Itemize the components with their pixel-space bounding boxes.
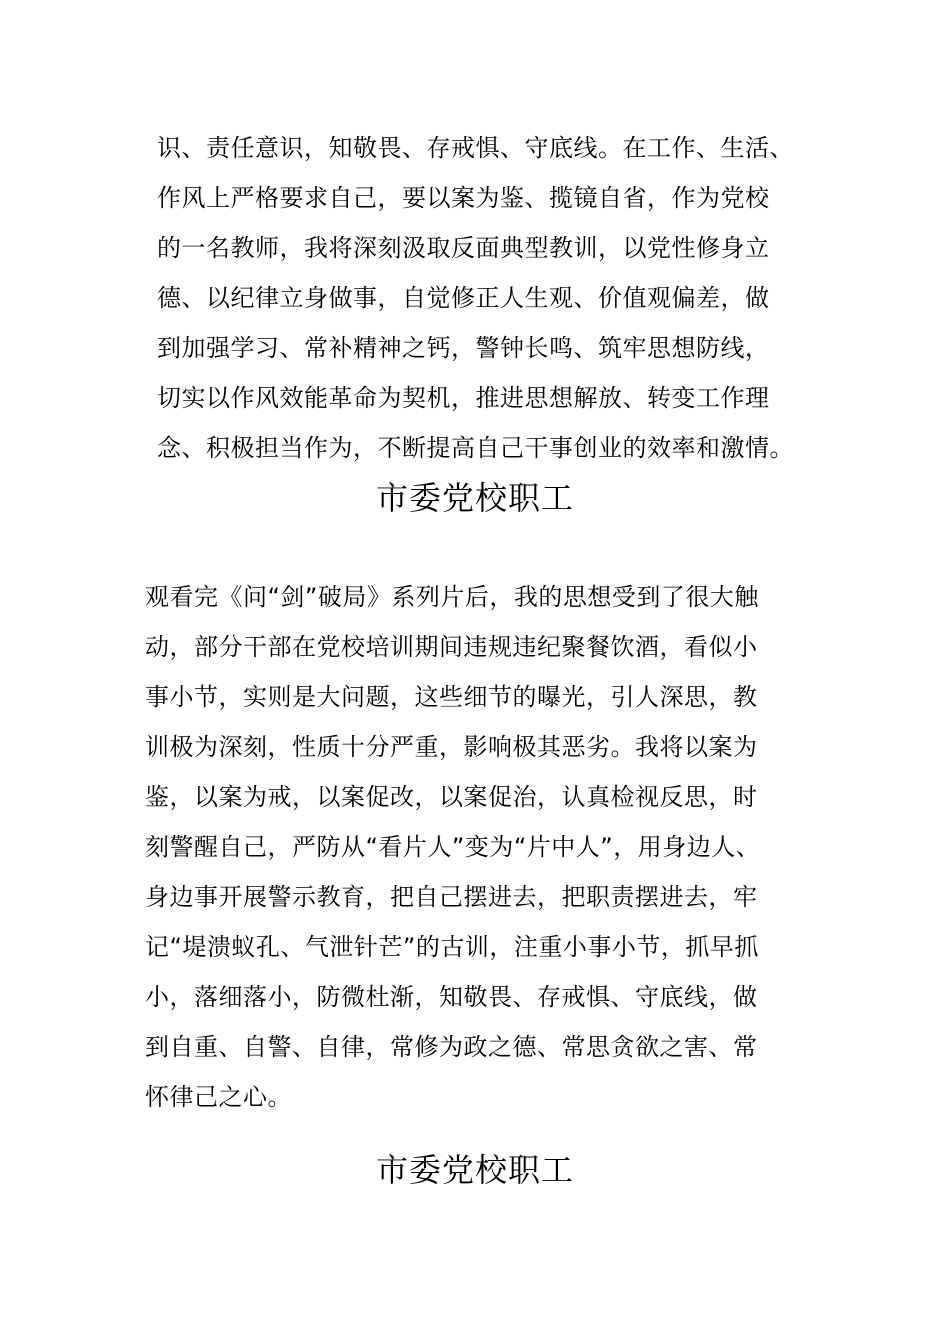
paragraph-line: 身边事开展警示教育，把自己摆进去，把职责摆进去，牢 <box>145 883 758 911</box>
paragraph-line: 到加强学习、常补精神之钙，警钟长鸣、筑牢思想防线， <box>157 334 770 362</box>
paragraph-line: 事小节，实则是大问题，这些细节的曝光，引人深思，教 <box>145 683 758 711</box>
paragraph-line: 刻警醒自己，严防从“看片人”变为“片中人”，用身边人、 <box>145 833 761 861</box>
paragraph-line: 怀律己之心。 <box>145 1083 292 1111</box>
section-heading: 市委党校职工 <box>375 1151 574 1189</box>
section-heading: 市委党校职工 <box>375 479 574 517</box>
paragraph-line: 动，部分干部在党校培训期间违规违纪聚餐饮酒，看似小 <box>145 633 758 661</box>
body-paragraph <box>145 572 760 1122</box>
paragraph-line: 小，落细落小，防微杜渐，知敬畏、存戒惧、守底线，做 <box>145 983 758 1011</box>
paragraph-line: 的一名教师，我将深刻汲取反面典型教训，以党性修身立 <box>157 234 770 262</box>
paragraph-line: 识、责任意识，知敬畏、存戒惧、守底线。在工作、生活、 <box>157 134 794 162</box>
body-paragraph <box>157 123 794 473</box>
paragraph-line: 作风上严格要求自己，要以案为鉴、揽镜自省，作为党校 <box>157 184 770 212</box>
paragraph-line: 念、积极担当作为，不断提高自己干事创业的效率和激情。 <box>157 434 794 462</box>
paragraph-line: 观看完《问“剑”破局》系列片后，我的思想受到了很大触 <box>145 583 759 611</box>
paragraph-line: 鉴，以案为戒，以案促改，以案促治，认真检视反思，时 <box>145 783 758 811</box>
paragraph-line: 切实以作风效能革命为契机，推进思想解放、转变工作理 <box>157 384 770 412</box>
paragraph-line: 记“堤溃蚁孔、气泄针芒”的古训，注重小事小节，抓早抓 <box>145 933 759 961</box>
paragraph-line: 训极为深刻，性质十分严重，影响极其恶劣。我将以案为 <box>145 733 758 761</box>
paragraph-line: 德、以纪律立身做事，自觉修正人生观、价值观偏差，做 <box>157 284 770 312</box>
paragraph-line: 到自重、自警、自律，常修为政之德、常思贪欲之害、常 <box>145 1033 758 1061</box>
